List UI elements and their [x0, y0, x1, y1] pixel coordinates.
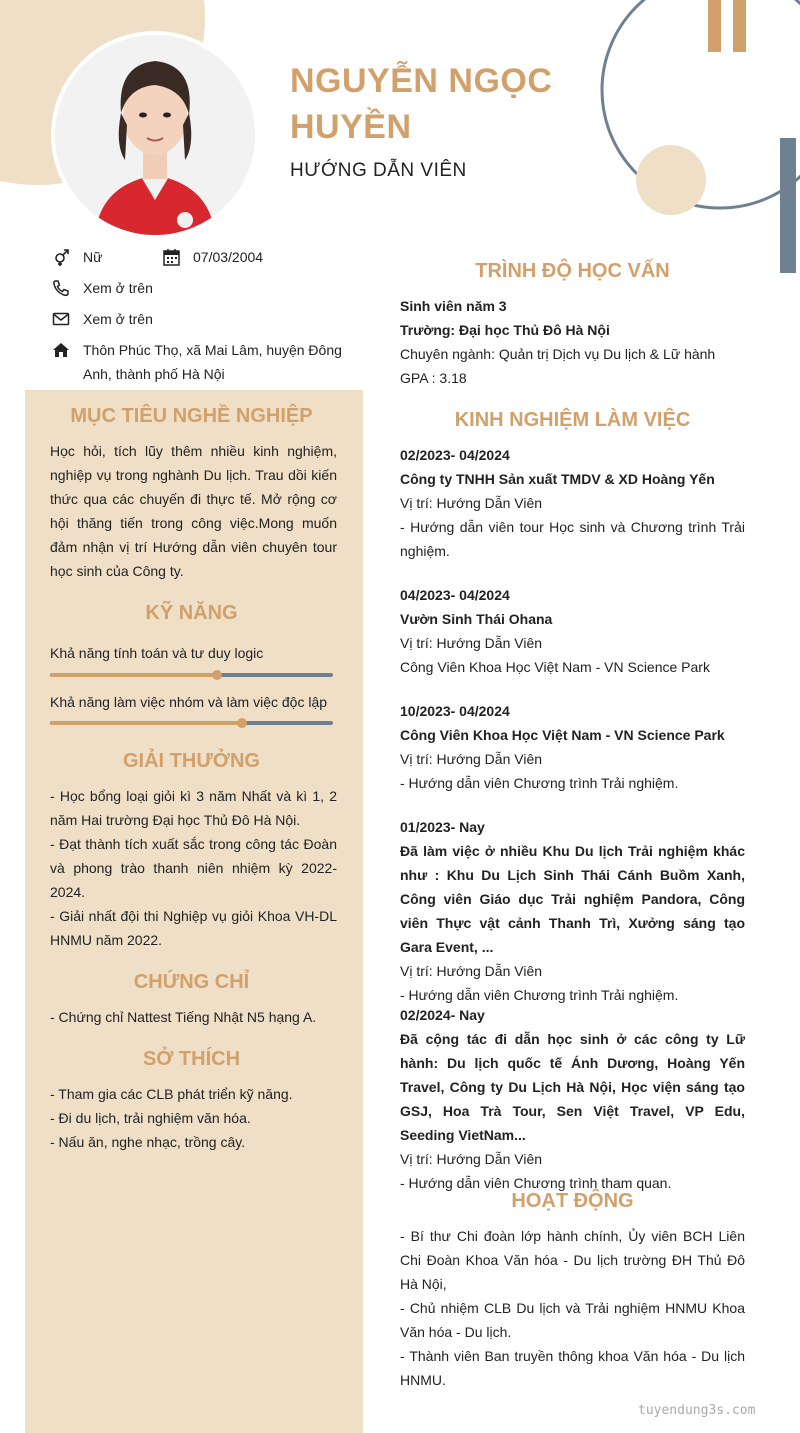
decor-side-bar	[780, 138, 796, 273]
watermark: tuyendung3s.com	[638, 1403, 756, 1418]
skill-label: Khả năng làm việc nhóm và làm việc độc lập	[50, 694, 328, 710]
hobbies-text: - Tham gia các CLB phát triển kỹ năng. - Đi du lịch, trải nghiệm văn hóa. - Nấu ăn, nghe nhạc, trồng cây.	[50, 1086, 293, 1150]
certificates-title: CHỨNG CHỈ	[133, 971, 250, 993]
experience-company: Vườn Sinh Thái Ohana	[400, 611, 553, 627]
experience-position: Vị trí: Hướng Dẫn Viên	[400, 635, 543, 651]
objective-text: Học hỏi, tích lũy thêm nhiều kinh nghiệm, nghiệp vụ trong nghành Du lịch. Trau dồi kiến thức qua các chuyến đi thực tế. Mở rộng cơ hội thăng tiến trong công việc.Mong muốn đảm nhận vị trí Hướng dẫn viên chuyên tour học sinh của Công ty.	[50, 443, 337, 579]
experience-date: 01/2023- Nay	[400, 819, 485, 835]
skill-bar-dot	[212, 670, 222, 680]
skill-bar-fill	[50, 673, 217, 677]
experience-date: 02/2024- Nay	[400, 1007, 485, 1023]
phone-value: Xem ở trên	[83, 280, 153, 296]
experience-desc: - Hướng dẫn viên Chương trình tham quan.	[400, 1175, 672, 1191]
education-gpa: GPA : 3.18	[400, 370, 467, 386]
experience-company: Đã làm việc ở nhiều Khu Du lịch Trải nghiệm khác như : Khu Du Lịch Sinh Thái Cánh Buồm Xanh, Công viên Giáo dục Trải nghiệm Pandora, Công viên Thực vật cảnh Thanh Trì, Xưởng sáng tạo Gara Event, ...	[400, 843, 745, 955]
birthday-value: 07/03/2004	[193, 249, 264, 265]
experience-desc: - Hướng dẫn viên tour Học sinh và Chương trình Trải nghiệm.	[400, 519, 745, 559]
skill-bar-fill	[50, 721, 242, 725]
email-value: Xem ở trên	[83, 311, 153, 327]
experience-position: Vị trí: Hướng Dẫn Viên	[400, 1151, 543, 1167]
phone-icon	[52, 279, 70, 297]
decor-bar-1	[708, 0, 721, 52]
activities-text: - Bí thư Chi đoàn lớp hành chính, Ủy viên BCH Liên Chi Đoàn Khoa Văn hóa - Du lịch trường ĐH Thủ Đô Hà Nội, - Chủ nhiệm CLB Du lịch và Trải nghiệm HNMU Khoa Văn hóa - Du lịch. - Thành viên Ban truyền thông khoa Văn hóa - Du lịch HNMU.	[400, 1228, 745, 1388]
experience-item	[400, 1003, 745, 1195]
experience-item	[400, 699, 745, 795]
experience-company: Công Viên Khoa Học Việt Nam - VN Science Park	[400, 727, 725, 743]
objective-title: MỤC TIÊU NGHỀ NGHIỆP	[70, 405, 313, 427]
experience-item	[400, 443, 745, 563]
experience-position: Vị trí: Hướng Dẫn Viên	[400, 963, 543, 979]
candidate-name: NGUYỄN NGỌC HUYỀN	[290, 62, 553, 146]
avatar	[55, 35, 255, 235]
skill-bar	[50, 673, 333, 677]
skill-bar	[50, 721, 333, 725]
experience-date: 02/2023- 04/2024	[400, 447, 510, 463]
address-value: Thôn Phúc Thọ, xã Mai Lâm, huyện Đông Anh, thành phố Hà Nội	[83, 342, 342, 382]
education-year: Sinh viên năm 3	[400, 298, 507, 314]
hobbies-title: SỞ THÍCH	[142, 1048, 241, 1070]
experience-date: 10/2023- 04/2024	[400, 703, 510, 719]
decor-bar-2	[733, 0, 746, 52]
calendar-icon	[163, 248, 181, 266]
education-school: Trường: Đại học Thủ Đô Hà Nội	[400, 322, 610, 338]
experience-position: Vị trí: Hướng Dẫn Viên	[400, 751, 543, 767]
awards-text: - Học bổng loại giỏi kì 3 năm Nhất và kì 1, 2 năm Hai trường Đại học Thủ Đô Hà Nội. - Đạt thành tích xuất sắc trong công tác Đoàn và phong trào thanh niên nhiệm kỳ 2022-2024. - Giải nhất đội thi Nghiệp vụ giỏi Khoa VH-DL HNMU năm 2022.	[50, 788, 337, 948]
education-major: Chuyên ngành: Quản trị Dịch vụ Du lịch & Lữ hành	[400, 346, 716, 362]
experience-item	[400, 583, 745, 679]
experience-date: 04/2023- 04/2024	[400, 587, 510, 603]
gender-icon	[52, 248, 70, 266]
activities-title: HOẠT ĐỘNG	[511, 1190, 634, 1212]
gender-value: Nữ	[83, 249, 103, 265]
job-title: HƯỚNG DẪN VIÊN	[290, 160, 467, 181]
experience-company: Đã cộng tác đi dẫn học sinh ở các công ty Lữ hành: Du lịch quốc tế Ánh Dương, Hoàng Yến Travel, Công ty Du Lịch Hà Nội, Học viện sáng tạo GSJ, Hoa Trà Tour, Sen Việt Travel, VP Edu, Seeding VietNam...	[400, 1031, 745, 1143]
email-icon	[52, 310, 70, 328]
awards-title: GIẢI THƯỞNG	[123, 750, 260, 772]
skill-label: Khả năng tính toán và tư duy logic	[50, 645, 264, 661]
certificates-text: - Chứng chỉ Nattest Tiếng Nhật N5 hạng A.	[50, 1009, 317, 1025]
experience-position: Vị trí: Hướng Dẫn Viên	[400, 495, 543, 511]
experience-desc: Công Viên Khoa Học Việt Nam - VN Science Park	[400, 659, 710, 675]
experience-desc: - Hướng dẫn viên Chương trình Trải nghiệm.	[400, 775, 679, 791]
experience-desc: - Hướng dẫn viên Chương trình Trải nghiệm.	[400, 987, 679, 1003]
home-icon	[52, 341, 70, 359]
skills-title: KỸ NĂNG	[145, 602, 238, 624]
decor-circle-small	[636, 145, 706, 215]
experience-item	[400, 815, 745, 1007]
experience-company: Công ty TNHH Sản xuất TMDV & XD Hoàng Yến	[400, 471, 715, 487]
education-title: TRÌNH ĐỘ HỌC VẤN	[475, 260, 670, 282]
experience-title: KINH NGHIỆM LÀM VIỆC	[454, 409, 691, 431]
